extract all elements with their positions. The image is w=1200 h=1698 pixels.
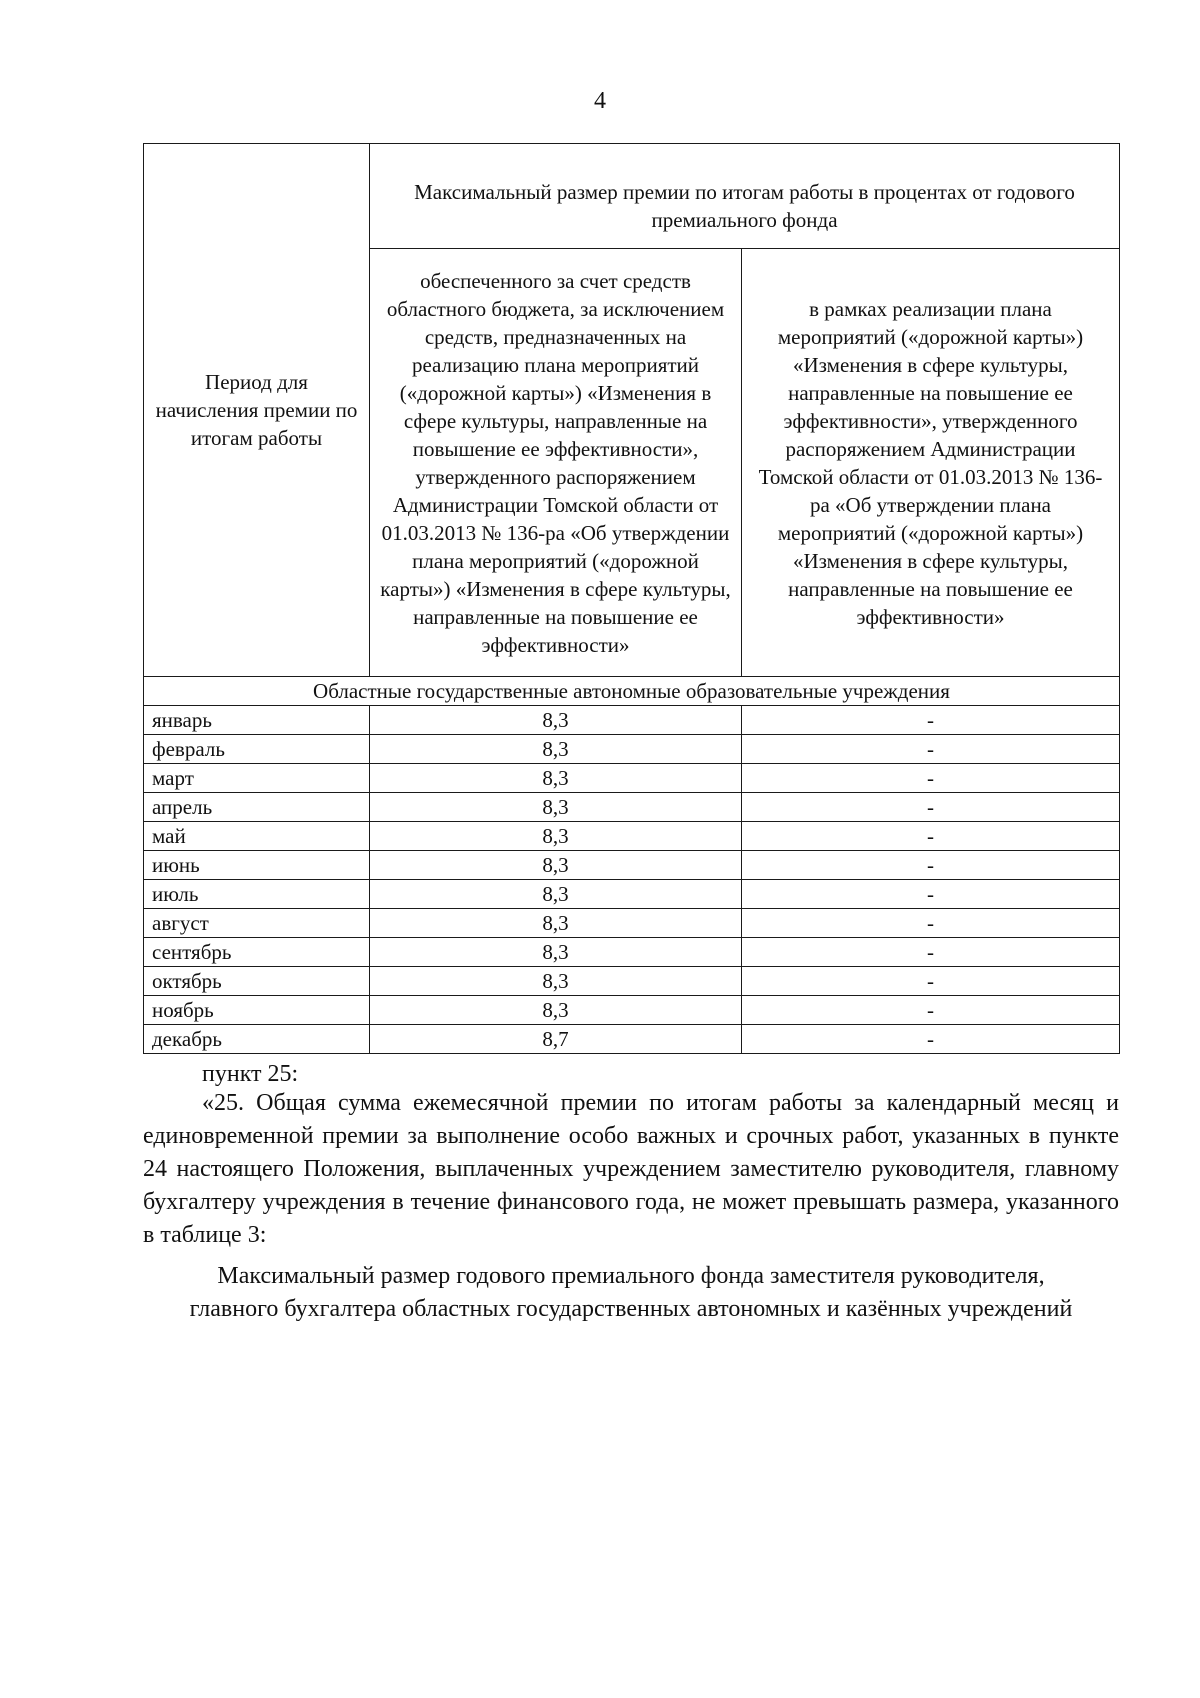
table-row: [144, 764, 1120, 793]
table-row: [144, 938, 1120, 967]
table-row: [144, 967, 1120, 996]
month-cell: январь: [144, 706, 370, 735]
header-row-main: [144, 144, 1120, 249]
value-b-cell: -: [742, 764, 1120, 793]
table-row: [144, 793, 1120, 822]
table3-heading: [143, 1260, 1119, 1326]
month-cell: июнь: [144, 851, 370, 880]
value-b-cell: -: [742, 909, 1120, 938]
value-a-cell: 8,3: [370, 706, 742, 735]
value-a-cell: 8,3: [370, 996, 742, 1025]
month-cell: ноябрь: [144, 996, 370, 1025]
table-row: [144, 706, 1120, 735]
header-col-b: в рамках реализации плана мероприятий («дорожной карты») «Изменения в сфере культуры, направленные на повышение ее эффективности», утвержденного распоряжением Администрации Томской области от 01.03.2013 № 136-ра «Об утверждении плана мероприятий («дорожной карты») «Изменения в сфере культуры, направленные на повышение ее эффективности»: [742, 249, 1120, 677]
table3-heading-line2: главного бухгалтера областных государственных автономных и казённых учреждений: [189, 1296, 1073, 1322]
value-a-cell: 8,3: [370, 822, 742, 851]
month-cell: октябрь: [144, 967, 370, 996]
value-b-cell: -: [742, 880, 1120, 909]
month-cell: май: [144, 822, 370, 851]
section-title: Областные государственные автономные образовательные учреждения: [144, 677, 1120, 706]
header-period-cell: Период для начисления премии по итогам работы: [144, 144, 370, 677]
month-cell: август: [144, 909, 370, 938]
value-b-cell: -: [742, 706, 1120, 735]
value-a-cell: 8,3: [370, 793, 742, 822]
table-row: [144, 996, 1120, 1025]
value-b-cell: -: [742, 851, 1120, 880]
value-a-cell: 8,3: [370, 909, 742, 938]
value-a-cell: 8,3: [370, 851, 742, 880]
value-b-cell: -: [742, 735, 1120, 764]
value-b-cell: -: [742, 1025, 1120, 1054]
value-b-cell: -: [742, 938, 1120, 967]
table3-heading-line1: Максимальный размер годового премиального фонда заместителя руководителя,: [217, 1263, 1045, 1289]
month-cell: апрель: [144, 793, 370, 822]
table-row: [144, 880, 1120, 909]
value-a-cell: 8,3: [370, 967, 742, 996]
paragraph-25: «25. Общая сумма ежемесячной премии по итогам работы за календарный месяц и единовременной премии за выполнение особо важных и срочных работ, указанных в пункте 24 настоящего Положения, выплаченных учреждением заместителю руководителя, главному бухгалтеру учреждения в течение финансового года, не может превышать размера, указанного в таблице 3:: [143, 1090, 1119, 1248]
value-a-cell: 8,3: [370, 938, 742, 967]
page-number: 4: [594, 88, 606, 114]
header-col-a: обеспеченного за счет средств областного бюджета, за исключением средств, предназначенных на реализацию плана мероприятий («дорожной карты») «Изменения в сфере культуры, направленные на повышение ее эффективности», утвержденного распоряжением Администрации Томской области от 01.03.2013 № 136-ра «Об утверждении плана мероприятий («дорожной карты») «Изменения в сфере культуры, направленные на повышение ее эффективности»: [370, 249, 742, 677]
punkt-label: пункт 25:: [202, 1061, 299, 1087]
month-cell: декабрь: [144, 1025, 370, 1054]
month-cell: март: [144, 764, 370, 793]
value-b-cell: -: [742, 967, 1120, 996]
table-row: [144, 851, 1120, 880]
table-row: [144, 1025, 1120, 1054]
table-row: [144, 735, 1120, 764]
value-a-cell: 8,7: [370, 1025, 742, 1054]
month-cell: сентябрь: [144, 938, 370, 967]
header-main-cell: Максимальный размер премии по итогам работы в процентах от годового премиального фонда: [370, 144, 1120, 249]
value-a-cell: 8,3: [370, 735, 742, 764]
section-row: [144, 677, 1120, 706]
table-row: [144, 909, 1120, 938]
table-row: [144, 822, 1120, 851]
value-b-cell: -: [742, 822, 1120, 851]
value-b-cell: -: [742, 996, 1120, 1025]
month-cell: июль: [144, 880, 370, 909]
premium-table: [143, 143, 1120, 1054]
value-a-cell: 8,3: [370, 880, 742, 909]
value-b-cell: -: [742, 793, 1120, 822]
value-a-cell: 8,3: [370, 764, 742, 793]
month-cell: февраль: [144, 735, 370, 764]
